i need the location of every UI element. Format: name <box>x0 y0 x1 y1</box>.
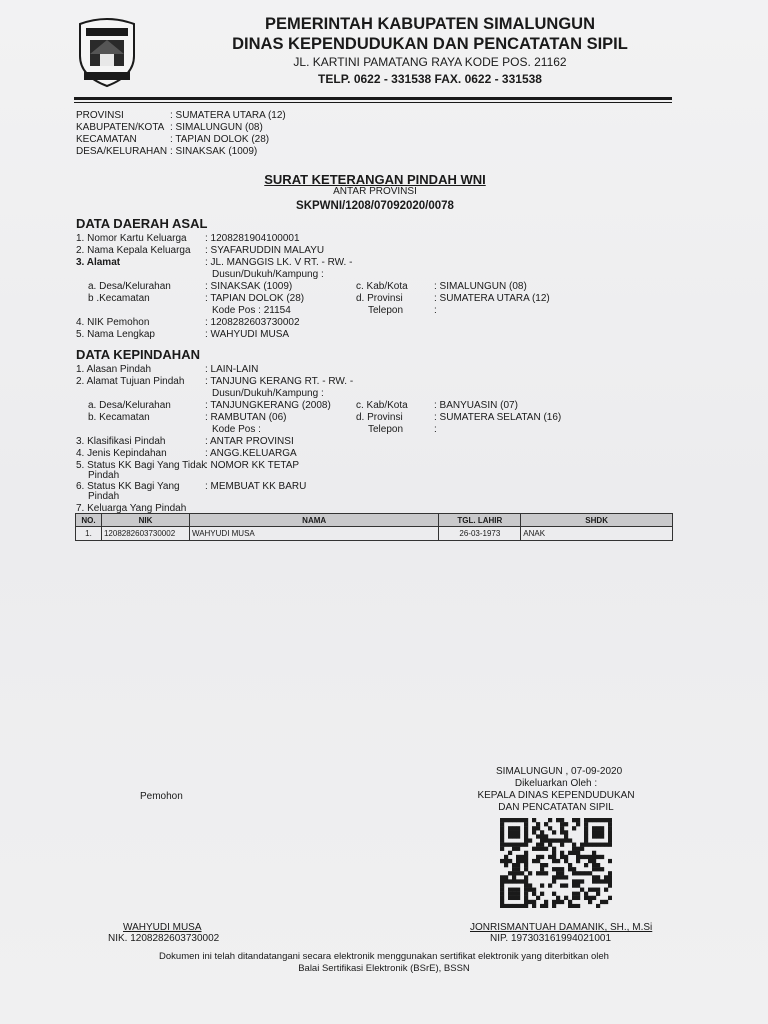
document-title: SURAT KETERANGAN PINDAH WNI <box>264 172 486 187</box>
pindah-label-desa: a. Desa/Kelurahan <box>88 400 171 411</box>
region-value-desa: : SINAKSAK (1009) <box>170 146 258 157</box>
pemohon-name: WAHYUDI MUSA <box>123 922 202 933</box>
asal-value-nik: : 1208282603730002 <box>205 317 300 328</box>
asal-label-nik: 4. NIK Pemohon <box>76 317 150 328</box>
asal-label-kepala: 2. Nama Kepala Keluarga <box>76 245 191 256</box>
pindah-value-kabkota: : BANYUASIN (07) <box>434 400 518 411</box>
letterhead <box>150 14 710 88</box>
pindah-label-kecamatan: b. Kecamatan <box>88 412 150 423</box>
table-header-row <box>76 514 673 527</box>
table-header-shdk: SHDK <box>521 514 673 527</box>
asal-label-kk: 1. Nomor Kartu Keluarga <box>76 233 187 244</box>
asal-value-dusun: Dusun/Dukuh/Kampung : <box>212 269 324 280</box>
table-row <box>76 527 673 541</box>
pemohon-nik: NIK. 1208282603730002 <box>108 933 220 944</box>
simalungun-emblem-logo <box>74 14 140 88</box>
pindah-value-telepon: : <box>434 424 437 435</box>
pindah-value-dusun: Dusun/Dukuh/Kampung : <box>212 388 324 399</box>
footer-line-1: Dokumen ini telah ditandatangani secara elektronik menggunakan sertifikat elektronik yang diterbitkan oleh <box>159 951 609 962</box>
region-label-kecamatan: KECAMATAN <box>76 134 137 145</box>
table-cell-no: 1. <box>76 527 102 541</box>
pindah-value-status: : MEMBUAT KK BARU <box>205 481 307 492</box>
pindah-value-status-tidak: : NOMOR KK TETAP <box>205 460 300 471</box>
office-title-1: KEPALA DINAS KEPENDUDUKAN <box>477 790 635 801</box>
asal-value-kodepos: Kode Pos : 21154 <box>212 305 291 316</box>
asal-value-telepon: : <box>434 305 437 316</box>
pindah-label-alasan: 1. Alasan Pindah <box>76 364 152 375</box>
asal-label-kecamatan: b .Kecamatan <box>88 293 150 304</box>
table-header-tgl: TGL. LAHIR <box>439 514 521 527</box>
pemohon-label: Pemohon <box>140 791 183 802</box>
table-cell-shdk: ANAK <box>521 527 673 541</box>
pindah-label-kabkota: c. Kab/Kota <box>356 400 408 411</box>
table-cell-nik: 1208282603730002 <box>101 527 189 541</box>
asal-label-desa: a. Desa/Kelurahan <box>88 281 171 292</box>
pindah-value-alamat: : TANJUNG KERANG RT. - RW. - <box>205 376 354 387</box>
footer-line-2: Balai Sertifikasi Elektronik (BSrE), BSSN <box>298 963 470 974</box>
asal-label-alamat: 3. Alamat <box>76 257 121 268</box>
official-nip: NIP. 197303161994021001 <box>490 933 612 944</box>
asal-label-provinsi: d. Provinsi <box>356 293 403 304</box>
pindah-value-kodepos: Kode Pos : <box>212 424 261 435</box>
pindah-value-desa: : TANJUNGKERANG (2008) <box>205 400 331 411</box>
asal-label-telepon: Telepon <box>368 305 404 316</box>
asal-label-kabkota: c. Kab/Kota <box>356 281 408 292</box>
table-cell-tgl: 26-03-1973 <box>439 527 521 541</box>
document-subtitle: ANTAR PROVINSI <box>333 186 417 197</box>
place-date: SIMALUNGUN , 07-09-2020 <box>496 766 623 777</box>
asal-value-kabkota: : SIMALUNGUN (08) <box>434 281 527 292</box>
region-value-provinsi: : SUMATERA UTARA (12) <box>170 110 286 121</box>
region-label-provinsi: PROVINSI <box>76 110 124 121</box>
asal-label-nama: 5. Nama Lengkap <box>76 329 155 340</box>
table-header-nik: NIK <box>101 514 189 527</box>
table-header-nama: NAMA <box>189 514 438 527</box>
letterhead-rule-thick <box>74 97 672 100</box>
asal-value-nama: : WAHYUDI MUSA <box>205 329 290 340</box>
pindah-value-alasan: : LAIN-LAIN <box>205 364 259 375</box>
asal-value-kepala: : SYAFARUDDIN MALAYU <box>205 245 325 256</box>
pindah-value-kecamatan: : RAMBUTAN (06) <box>205 412 287 423</box>
pindah-label-keluarga: 7. Keluarga Yang Pindah <box>76 503 187 514</box>
asal-value-provinsi: : SUMATERA UTARA (12) <box>434 293 550 304</box>
pindah-label-status: 6. Status KK Bagi Yang <box>76 481 180 492</box>
section-heading-asal: DATA DAERAH ASAL <box>76 216 208 231</box>
pindah-label-status-tidak-2: Pindah <box>88 470 120 481</box>
asal-value-desa: : SINAKSAK (1009) <box>205 281 293 292</box>
pindah-label-status-2: Pindah <box>88 491 120 502</box>
asal-value-alamat: : JL. MANGGIS LK. V RT. - RW. - <box>205 257 353 268</box>
letterhead-government: PEMERINTAH KABUPATEN SIMALUNGUN <box>265 15 595 33</box>
qr-code-icon <box>500 818 612 908</box>
pindah-label-jenis: 4. Jenis Kepindahan <box>76 448 167 459</box>
table-cell-nama: WAHYUDI MUSA <box>189 527 438 541</box>
region-value-kecamatan: : TAPIAN DOLOK (28) <box>170 134 270 145</box>
issued-by-label: Dikeluarkan Oleh : <box>514 778 598 789</box>
official-name: JONRISMANTUAH DAMANIK, SH., M.Si <box>470 922 653 933</box>
asal-value-kecamatan: : TAPIAN DOLOK (28) <box>205 293 305 304</box>
region-label-desa: DESA/KELURAHAN <box>76 146 168 157</box>
pindah-label-telepon: Telepon <box>368 424 404 435</box>
section-heading-kepindahan: DATA KEPINDAHAN <box>76 347 200 362</box>
asal-value-kk: : 1208281904100001 <box>205 233 300 244</box>
family-table <box>75 513 673 541</box>
letterhead-department: DINAS KEPENDUDUKAN DAN PENCATATAN SIPIL <box>232 35 628 53</box>
pindah-label-alamat: 2. Alamat Tujuan Pindah <box>76 376 185 387</box>
office-title-2: DAN PENCATATAN SIPIL <box>498 802 614 813</box>
letterhead-phone: TELP. 0622 - 331538 FAX. 0622 - 331538 <box>318 72 542 86</box>
pindah-label-status-tidak: 5. Status KK Bagi Yang Tidak <box>76 460 207 471</box>
letterhead-address: JL. KARTINI PAMATANG RAYA KODE POS. 21162 <box>293 55 567 69</box>
document-number: SKPWNI/1208/07092020/0078 <box>296 200 454 212</box>
table-header-no: NO. <box>76 514 102 527</box>
pindah-value-klasifikasi: : ANTAR PROVINSI <box>205 436 294 447</box>
region-value-kabupaten: : SIMALUNGUN (08) <box>170 122 263 133</box>
pindah-label-provinsi: d. Provinsi <box>356 412 403 423</box>
pindah-value-jenis: : ANGG.KELUARGA <box>205 448 297 459</box>
region-label-kabupaten: KABUPATEN/KOTA <box>76 122 165 133</box>
pindah-label-klasifikasi: 3. Klasifikasi Pindah <box>76 436 166 447</box>
letterhead-rule-thin <box>74 102 672 103</box>
pindah-value-provinsi: : SUMATERA SELATAN (16) <box>434 412 562 423</box>
